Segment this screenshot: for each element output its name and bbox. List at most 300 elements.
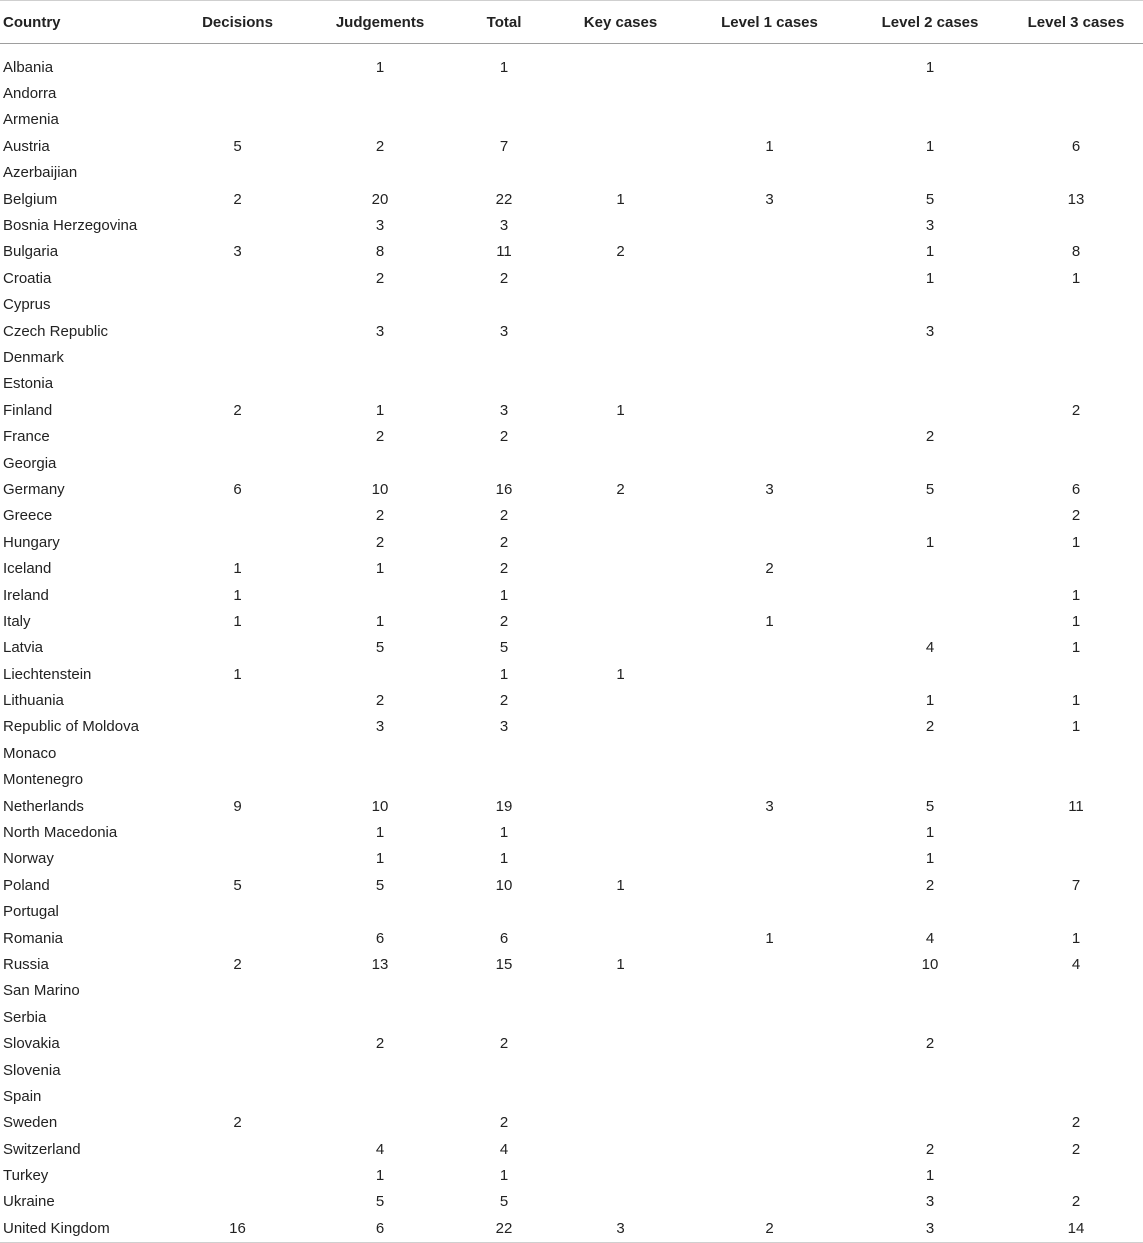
decisions-cell	[170, 1162, 305, 1188]
level-2-cases-cell: 1	[925, 824, 935, 842]
key-cases-cell	[553, 54, 688, 80]
level-2-cases-cell: 2	[925, 718, 935, 736]
key-cases-cell	[553, 292, 688, 318]
level-1-cases-cell: 1	[765, 137, 774, 155]
level-2-cases-cell	[851, 371, 1009, 397]
decisions-cell	[170, 1083, 305, 1109]
level-2-cases-cell: 3	[925, 322, 935, 340]
level-1-cases-cell	[688, 1162, 851, 1188]
level-2-cases-cell	[851, 292, 1009, 318]
column-header-decisions: Decisions	[170, 1, 305, 44]
key-cases-cell	[553, 1110, 688, 1136]
total-cell: 10	[495, 876, 513, 894]
decisions-cell	[170, 740, 305, 766]
total-cell: 7	[499, 137, 509, 155]
country-cell: Germany	[3, 480, 65, 498]
level-3-cases-cell: 4	[1071, 955, 1081, 973]
total-cell: 1	[499, 1167, 509, 1185]
level-2-cases-cell: 4	[925, 929, 935, 947]
total-cell: 3	[499, 217, 509, 235]
table-row	[0, 1215, 1143, 1242]
level-3-cases-cell	[1009, 450, 1143, 476]
key-cases-cell	[553, 80, 688, 106]
country-cell: Poland	[3, 876, 50, 894]
decisions-cell: 1	[233, 665, 242, 683]
country-cell: Iceland	[3, 560, 52, 578]
judgements-cell: 2	[375, 428, 385, 446]
table-row	[0, 635, 1143, 661]
level-1-cases-cell	[688, 54, 851, 80]
total-cell	[455, 1057, 553, 1083]
total-cell	[455, 978, 553, 1004]
decisions-cell: 2	[233, 1114, 242, 1132]
table-row	[0, 80, 1143, 106]
judgements-cell	[305, 80, 455, 106]
decisions-cell	[170, 1189, 305, 1215]
key-cases-cell: 1	[616, 190, 625, 208]
key-cases-cell	[553, 714, 688, 740]
table-row	[0, 371, 1143, 397]
judgements-cell: 1	[375, 560, 385, 578]
table-row	[0, 1162, 1143, 1188]
total-cell: 2	[499, 269, 509, 287]
decisions-cell	[170, 925, 305, 951]
level-1-cases-cell	[688, 740, 851, 766]
level-2-cases-cell: 1	[925, 243, 935, 261]
level-3-cases-cell	[1009, 344, 1143, 370]
total-cell	[455, 1004, 553, 1030]
judgements-cell: 5	[375, 876, 385, 894]
level-3-cases-cell	[1009, 1162, 1143, 1188]
level-1-cases-cell	[688, 1057, 851, 1083]
country-cell: Slovakia	[3, 1035, 60, 1053]
total-cell: 2	[499, 1114, 509, 1132]
column-header-judgements: Judgements	[305, 1, 455, 44]
level-1-cases-cell	[688, 265, 851, 291]
judgements-cell: 1	[375, 58, 385, 76]
table-row	[0, 397, 1143, 423]
level-2-cases-cell	[851, 740, 1009, 766]
level-1-cases-cell	[688, 450, 851, 476]
level-2-cases-cell	[851, 978, 1009, 1004]
country-cell: Greece	[3, 507, 53, 525]
judgements-cell: 5	[375, 639, 385, 657]
country-cell: Georgia	[3, 454, 57, 472]
key-cases-cell	[553, 265, 688, 291]
level-1-cases-cell	[688, 899, 851, 925]
level-2-cases-cell	[851, 767, 1009, 793]
country-cell: Republic of Moldova	[3, 718, 139, 736]
table-row	[0, 107, 1143, 133]
level-1-cases-cell: 1	[765, 612, 774, 630]
judgements-cell	[305, 1004, 455, 1030]
level-3-cases-cell: 2	[1071, 1140, 1081, 1158]
level-3-cases-cell: 1	[1071, 718, 1081, 736]
level-3-cases-cell: 2	[1071, 507, 1081, 525]
level-1-cases-cell	[688, 1083, 851, 1109]
level-2-cases-cell	[851, 1057, 1009, 1083]
judgements-cell: 3	[375, 217, 385, 235]
level-1-cases-cell	[688, 1136, 851, 1162]
table-body	[0, 54, 1143, 1242]
judgements-cell	[305, 292, 455, 318]
key-cases-cell	[553, 687, 688, 713]
judgements-cell: 3	[375, 322, 385, 340]
judgements-cell	[305, 978, 455, 1004]
decisions-cell: 3	[233, 243, 242, 261]
judgements-cell: 8	[375, 243, 385, 261]
decisions-cell	[170, 503, 305, 529]
level-3-cases-cell: 2	[1071, 1193, 1081, 1211]
level-2-cases-cell	[851, 503, 1009, 529]
table-row	[0, 555, 1143, 581]
decisions-cell	[170, 899, 305, 925]
key-cases-cell: 1	[616, 955, 625, 973]
key-cases-cell	[553, 608, 688, 634]
key-cases-cell	[553, 978, 688, 1004]
level-3-cases-cell	[1009, 1057, 1143, 1083]
judgements-cell: 1	[375, 824, 385, 842]
judgements-cell	[305, 767, 455, 793]
table-row	[0, 951, 1143, 977]
country-cell: Albania	[3, 58, 54, 76]
country-cell: Belgium	[3, 190, 58, 208]
level-3-cases-cell: 11	[1068, 797, 1084, 815]
key-cases-cell	[553, 582, 688, 608]
total-cell: 2	[499, 1035, 509, 1053]
level-2-cases-cell	[851, 160, 1009, 186]
country-cell: Ireland	[3, 586, 49, 604]
level-1-cases-cell	[688, 239, 851, 265]
judgements-cell	[305, 107, 455, 133]
level-2-cases-cell: 1	[925, 533, 935, 551]
total-cell	[455, 767, 553, 793]
level-3-cases-cell: 8	[1071, 243, 1081, 261]
table-row	[0, 292, 1143, 318]
country-cell: Spain	[3, 1087, 42, 1105]
decisions-cell	[170, 423, 305, 449]
level-1-cases-cell	[688, 661, 851, 687]
total-cell: 2	[499, 692, 509, 710]
decisions-cell	[170, 1004, 305, 1030]
judgements-cell: 5	[375, 1193, 385, 1211]
country-cell: Hungary	[3, 533, 60, 551]
key-cases-cell	[553, 1030, 688, 1056]
table-row	[0, 899, 1143, 925]
level-1-cases-cell	[688, 344, 851, 370]
judgements-cell: 13	[371, 955, 389, 973]
table-row	[0, 714, 1143, 740]
total-cell: 15	[495, 955, 513, 973]
level-3-cases-cell: 2	[1071, 1114, 1081, 1132]
total-cell: 1	[499, 850, 509, 868]
level-2-cases-cell: 1	[925, 269, 935, 287]
total-cell: 3	[499, 718, 509, 736]
key-cases-cell	[553, 1189, 688, 1215]
country-cell: Cyprus	[3, 296, 51, 314]
judgements-cell: 2	[375, 137, 385, 155]
level-3-cases-cell: 2	[1071, 401, 1081, 419]
table-row	[0, 740, 1143, 766]
country-cell: Netherlands	[3, 797, 84, 815]
table-row	[0, 925, 1143, 951]
total-cell: 4	[499, 1140, 509, 1158]
key-cases-cell: 1	[616, 665, 625, 683]
judgements-cell	[305, 740, 455, 766]
table-row	[0, 687, 1143, 713]
key-cases-cell	[553, 793, 688, 819]
level-3-cases-cell: 1	[1071, 612, 1081, 630]
total-cell: 11	[496, 243, 512, 261]
decisions-cell	[170, 819, 305, 845]
key-cases-cell	[553, 133, 688, 159]
judgements-cell	[305, 899, 455, 925]
level-3-cases-cell	[1009, 54, 1143, 80]
total-cell: 19	[495, 797, 513, 815]
level-1-cases-cell	[688, 318, 851, 344]
level-2-cases-cell	[851, 555, 1009, 581]
judgements-cell: 2	[375, 692, 385, 710]
country-cell: Latvia	[3, 639, 44, 657]
decisions-cell	[170, 265, 305, 291]
total-cell: 2	[499, 612, 509, 630]
key-cases-cell	[553, 925, 688, 951]
total-cell	[455, 740, 553, 766]
level-1-cases-cell: 3	[765, 480, 774, 498]
total-cell: 3	[499, 401, 509, 419]
decisions-cell	[170, 292, 305, 318]
country-cell: United Kingdom	[0, 1215, 170, 1242]
total-cell: 22	[455, 1215, 553, 1242]
total-cell	[455, 107, 553, 133]
level-1-cases-cell: 3	[765, 797, 774, 815]
decisions-cell: 2	[233, 401, 242, 419]
level-1-cases-cell	[688, 714, 851, 740]
table-row	[0, 767, 1143, 793]
level-2-cases-cell: 2	[925, 428, 935, 446]
level-1-cases-cell	[688, 423, 851, 449]
level-1-cases-cell	[688, 767, 851, 793]
table-row	[0, 160, 1143, 186]
level-2-cases-cell	[851, 397, 1009, 423]
judgements-cell: 2	[375, 269, 385, 287]
country-cell: Liechtenstein	[3, 665, 92, 683]
total-cell: 6	[499, 929, 509, 947]
country-cell: Bulgaria	[3, 243, 59, 261]
judgements-cell	[305, 344, 455, 370]
country-cell: San Marino	[3, 982, 80, 1000]
level-1-cases-cell	[688, 212, 851, 238]
judgements-cell: 6	[305, 1215, 455, 1242]
decisions-cell: 2	[233, 955, 242, 973]
decisions-cell: 5	[233, 137, 242, 155]
level-3-cases-cell: 14	[1009, 1215, 1143, 1242]
decisions-cell: 1	[233, 560, 242, 578]
table-row	[0, 1110, 1143, 1136]
decisions-cell	[170, 1030, 305, 1056]
total-cell	[455, 371, 553, 397]
level-1-cases-cell	[688, 80, 851, 106]
decisions-cell	[170, 687, 305, 713]
decisions-cell	[170, 767, 305, 793]
level-2-cases-cell: 5	[925, 480, 935, 498]
level-1-cases-cell	[688, 529, 851, 555]
level-2-cases-cell	[851, 107, 1009, 133]
key-cases-cell	[553, 635, 688, 661]
level-3-cases-cell: 1	[1071, 929, 1081, 947]
level-2-cases-cell: 3	[925, 1193, 935, 1211]
decisions-cell	[170, 846, 305, 872]
level-1-cases-cell: 1	[765, 929, 774, 947]
level-1-cases-cell	[688, 978, 851, 1004]
level-1-cases-cell	[688, 687, 851, 713]
decisions-cell: 6	[233, 480, 242, 498]
key-cases-cell	[553, 450, 688, 476]
country-cell: Armenia	[3, 111, 59, 129]
table-row	[0, 239, 1143, 265]
table-row	[0, 1057, 1143, 1083]
level-1-cases-cell	[688, 872, 851, 898]
decisions-cell	[170, 107, 305, 133]
key-cases-cell	[553, 423, 688, 449]
level-3-cases-cell	[1009, 767, 1143, 793]
level-3-cases-cell: 1	[1071, 269, 1081, 287]
level-2-cases-cell	[851, 1083, 1009, 1109]
key-cases-cell	[553, 1162, 688, 1188]
level-2-cases-cell	[851, 582, 1009, 608]
judgements-cell: 2	[375, 533, 385, 551]
level-3-cases-cell	[1009, 899, 1143, 925]
judgements-cell: 1	[375, 612, 385, 630]
level-2-cases-cell: 4	[925, 639, 935, 657]
judgements-cell	[305, 1083, 455, 1109]
key-cases-cell: 2	[616, 243, 625, 261]
total-cell: 1	[499, 58, 509, 76]
level-3-cases-cell	[1009, 212, 1143, 238]
level-2-cases-cell	[851, 899, 1009, 925]
country-cell: North Macedonia	[3, 824, 118, 842]
level-2-cases-cell	[851, 80, 1009, 106]
total-cell: 1	[499, 586, 509, 604]
level-3-cases-cell	[1009, 318, 1143, 344]
judgements-cell: 20	[371, 190, 389, 208]
level-2-cases-cell: 5	[925, 797, 935, 815]
table-row	[0, 423, 1143, 449]
table-row	[0, 846, 1143, 872]
level-1-cases-cell	[688, 582, 851, 608]
key-cases-cell	[553, 819, 688, 845]
table-row	[0, 608, 1143, 634]
column-header-key-cases: Key cases	[553, 1, 688, 44]
table-row	[0, 318, 1143, 344]
decisions-cell: 1	[233, 612, 242, 630]
level-2-cases-cell: 1	[925, 850, 935, 868]
decisions-cell: 9	[233, 797, 242, 815]
level-2-cases-cell: 5	[925, 190, 935, 208]
judgements-cell: 1	[375, 850, 385, 868]
key-cases-cell	[553, 767, 688, 793]
level-3-cases-cell	[1009, 1030, 1143, 1056]
level-1-cases-cell	[688, 503, 851, 529]
key-cases-cell	[553, 318, 688, 344]
table-row	[0, 344, 1143, 370]
total-cell: 2	[499, 533, 509, 551]
country-cell: Croatia	[3, 269, 52, 287]
key-cases-cell	[553, 503, 688, 529]
key-cases-cell	[553, 555, 688, 581]
country-cell: Portugal	[3, 903, 59, 921]
decisions-cell	[170, 978, 305, 1004]
table-row	[0, 793, 1143, 819]
judgements-cell	[305, 661, 455, 687]
level-2-cases-cell: 3	[925, 217, 935, 235]
level-1-cases-cell	[688, 397, 851, 423]
decisions-cell: 2	[233, 190, 242, 208]
judgements-cell	[305, 582, 455, 608]
key-cases-cell	[553, 1004, 688, 1030]
key-cases-cell: 2	[616, 480, 625, 498]
key-cases-cell	[553, 529, 688, 555]
decisions-cell	[170, 371, 305, 397]
table-row	[0, 1189, 1143, 1215]
judgements-cell	[305, 1057, 455, 1083]
total-cell: 2	[499, 428, 509, 446]
level-3-cases-cell	[1009, 978, 1143, 1004]
key-cases-cell: 3	[553, 1215, 688, 1242]
level-2-cases-cell: 2	[925, 876, 935, 894]
key-cases-cell	[553, 740, 688, 766]
decisions-cell	[170, 80, 305, 106]
total-cell	[455, 292, 553, 318]
level-1-cases-cell	[688, 1030, 851, 1056]
table-row	[0, 186, 1143, 212]
total-cell	[455, 344, 553, 370]
level-3-cases-cell	[1009, 661, 1143, 687]
decisions-cell	[170, 344, 305, 370]
decisions-cell: 16	[170, 1215, 305, 1242]
decisions-cell	[170, 450, 305, 476]
judgements-cell: 2	[375, 1035, 385, 1053]
table-row	[0, 265, 1143, 291]
key-cases-cell	[553, 344, 688, 370]
level-2-cases-cell: 1	[925, 1167, 935, 1185]
key-cases-cell: 1	[616, 876, 625, 894]
level-3-cases-cell: 6	[1071, 480, 1081, 498]
country-cell: Switzerland	[3, 1140, 81, 1158]
country-cell: Finland	[3, 401, 53, 419]
level-1-cases-cell	[688, 292, 851, 318]
level-3-cases-cell	[1009, 1083, 1143, 1109]
country-cell: Andorra	[3, 85, 57, 103]
total-cell: 1	[499, 665, 509, 683]
total-cell: 2	[499, 507, 509, 525]
country-cell: Monaco	[3, 744, 57, 762]
judgements-cell: 3	[375, 718, 385, 736]
level-3-cases-cell: 1	[1071, 586, 1081, 604]
decisions-cell: 5	[233, 876, 242, 894]
total-cell	[455, 450, 553, 476]
country-cell: Turkey	[3, 1167, 49, 1185]
judgements-cell: 1	[375, 1167, 385, 1185]
table-header	[0, 1, 1143, 55]
country-cell: Montenegro	[3, 771, 84, 789]
key-cases-cell	[553, 371, 688, 397]
table-row	[0, 978, 1143, 1004]
judgements-cell: 10	[371, 480, 389, 498]
country-cell: Slovenia	[3, 1061, 61, 1079]
country-cell: Czech Republic	[3, 322, 109, 340]
level-3-cases-cell	[1009, 160, 1143, 186]
